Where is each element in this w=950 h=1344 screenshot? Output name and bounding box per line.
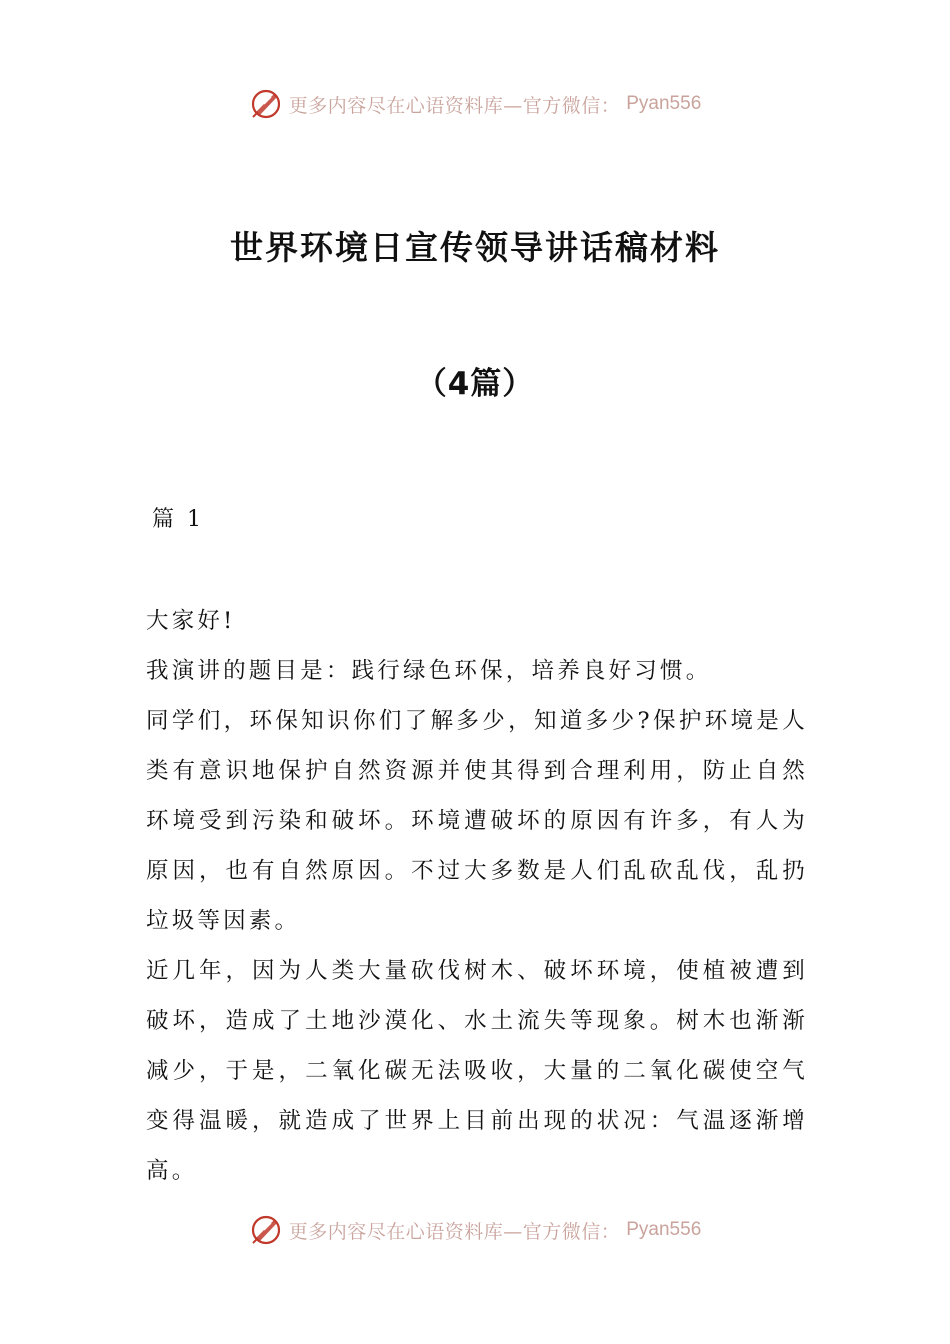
- header-watermark-brand: Pyan556: [626, 93, 702, 114]
- document-subtitle: （4篇）: [415, 366, 535, 402]
- footer-watermark: [0, 1208, 950, 1252]
- paragraph-greeting: 大家好!: [146, 608, 236, 634]
- footer-watermark-content: [249, 1213, 702, 1247]
- quill-logo-icon: [249, 1213, 283, 1247]
- paragraph-topic: 我演讲的题目是：践行绿色环保，培养良好习惯。: [146, 658, 712, 684]
- document-title: 世界环境日宣传领导讲话稿材料: [230, 228, 720, 267]
- paragraph-environment: 同学们，环保知识你们了解多少，知道多少?保护环境是人类有意识地保护自然资源并使其得到合理利用，防止自然环境受到污染和破坏。环境遭破坏的原因有许多，有人为原因，也有自然原因。不过大多数是人们乱砍乱伐，乱扔垃圾等因素。: [146, 708, 808, 934]
- quill-logo-icon: [249, 87, 283, 121]
- footer-watermark-brand: Pyan556: [626, 1219, 702, 1240]
- paragraph-deforestation: 近几年，因为人类大量砍伐树木、破坏环境，使植被遭到破坏，造成了土地沙漠化、水土流失等现象。树木也渐渐减少，于是，二氧化碳无法吸收，大量的二氧化碳使空气变得温暖，就造成了世界上目前出现的状况：气温逐渐增高。: [146, 958, 808, 1184]
- header-watermark-text: 更多内容尽在心语资料库—官方微信：: [288, 94, 621, 117]
- section-label: 篇 1: [152, 507, 204, 532]
- footer-watermark-text: 更多内容尽在心语资料库—官方微信：: [288, 1220, 621, 1243]
- document-body: [146, 596, 808, 1196]
- header-watermark-content: [249, 87, 702, 121]
- header-watermark: [0, 82, 950, 126]
